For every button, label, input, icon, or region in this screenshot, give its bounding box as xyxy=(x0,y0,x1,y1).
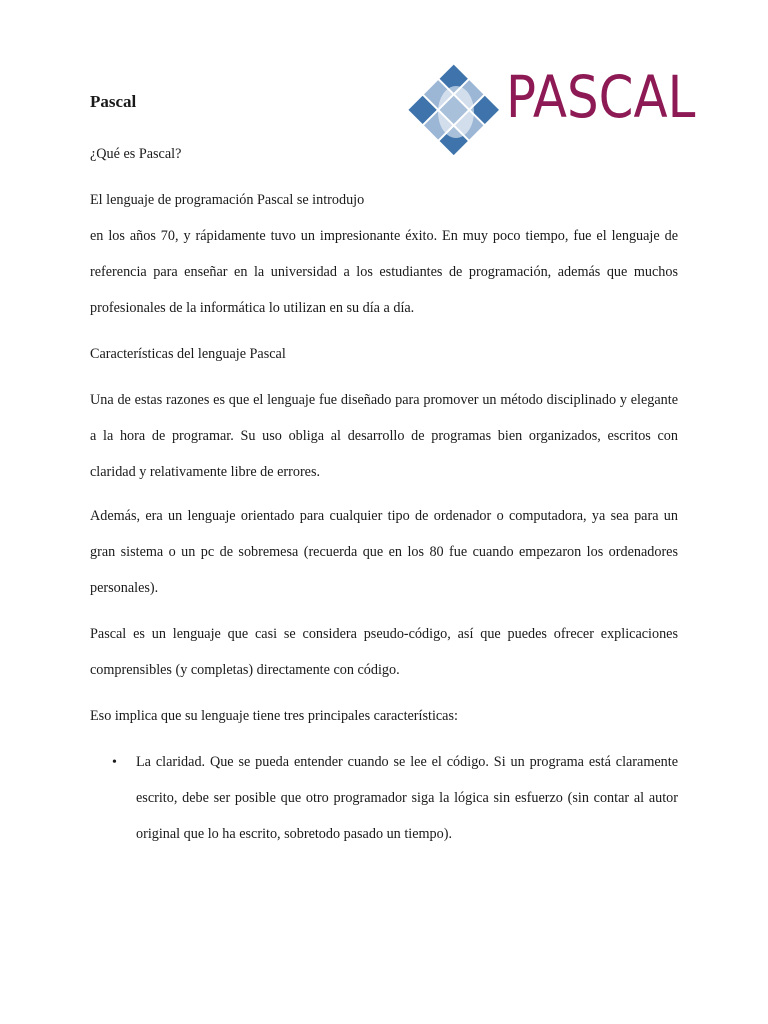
paragraph-pseudocode: Pascal es un lenguaje que casi se considera pseudo-código, así que puedes ofrecer explicaciones comprensibles (y completas) directamente con código. xyxy=(90,626,678,678)
paragraph-implies: Eso implica que su lenguaje tiene tres principales características: xyxy=(90,708,458,724)
document-title: Pascal xyxy=(90,92,137,111)
paragraph-reasons: Una de estas razones es que el lenguaje fue diseñado para promover un método disciplinado y elegante a la hora de programar. Su uso obliga al desarrollo de programas bien organizados, escritos con claridad y relativamente libre de errores. xyxy=(90,392,678,480)
paragraph-oriented: Además, era un lenguaje orientado para cualquier tipo de ordenador o computadora, ya sea para un gran sistema o un pc de sobremesa (recuerda que en los 80 fue cuando empezaron los ordenadores personales). xyxy=(90,508,678,596)
features-heading: Características del lenguaje Pascal xyxy=(90,346,286,362)
list-item: La claridad. Que se pueda entender cuando se lee el código. Si un programa está claramente escrito, debe ser posible que otro programador siga la lógica sin esfuerzo (sin contar al autor original que lo ha escrito, sobretodo pasado un tiempo). xyxy=(136,754,678,842)
intro-line: El lenguaje de programación Pascal se introdujo xyxy=(90,192,365,208)
intro-paragraph: en los años 70, y rápidamente tuvo un impresionante éxito. En muy poco tiempo, fue el lenguaje de referencia para enseñar en la universidad a los estudiantes de programación, además que muchos profesionales de la informática lo utilizan en su día a día. xyxy=(90,228,678,316)
logo-text: PASCAL xyxy=(506,63,696,131)
bullet-marker: • xyxy=(112,755,117,770)
question-heading: ¿Qué es Pascal? xyxy=(90,146,182,162)
